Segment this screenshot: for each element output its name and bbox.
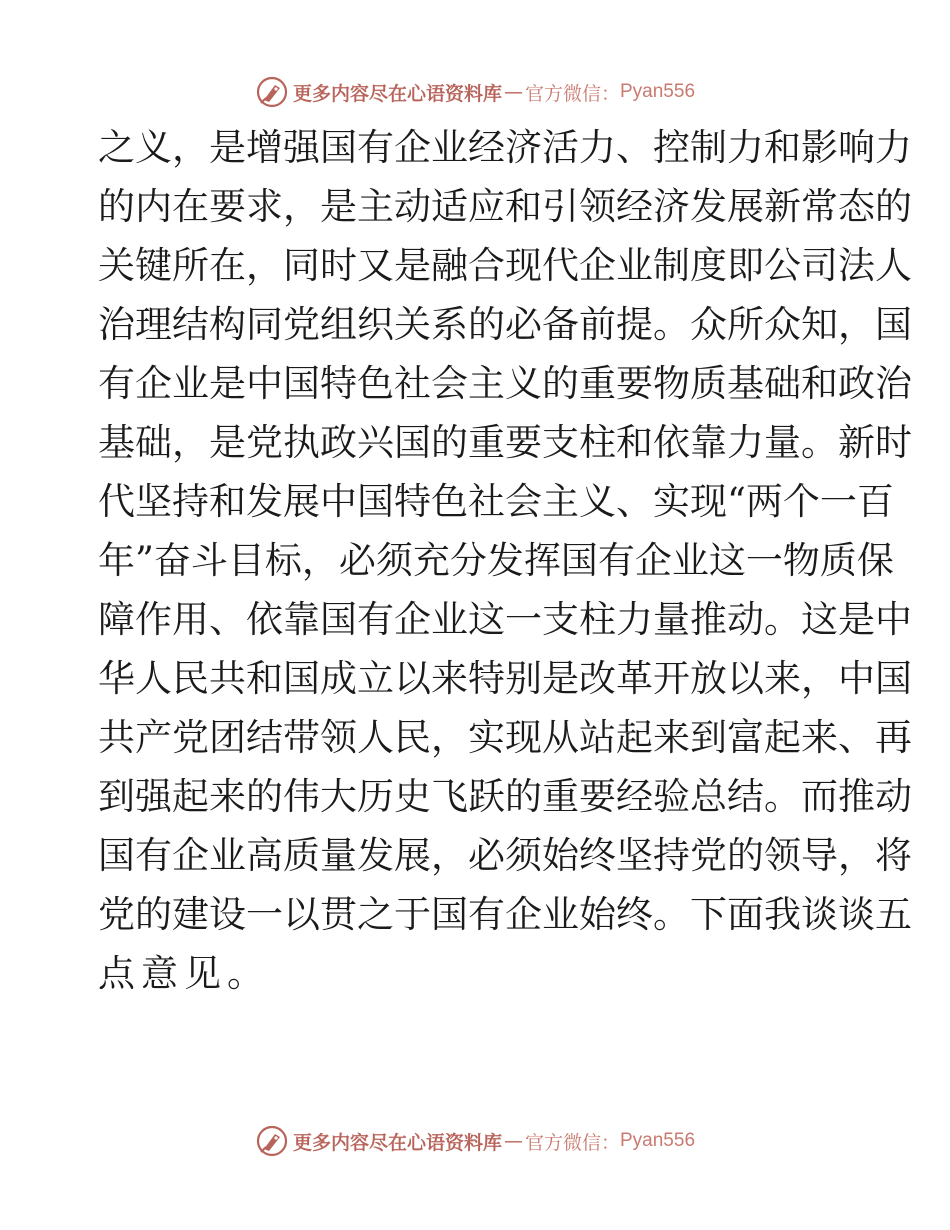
header-watermark-banner xyxy=(0,72,950,112)
body-line-10: 华人民共和国成立以来特别是改革开放以来，中国 xyxy=(98,657,912,700)
body-line-2: 的内在要求，是主动适应和引领经济发展新常态的 xyxy=(98,185,912,228)
banner-wechat-label: 官方微信： xyxy=(524,1131,620,1154)
body-line-1: 之义，是增强国有企业经济活力、控制力和影响力 xyxy=(98,126,912,169)
footer-watermark-banner xyxy=(0,1121,950,1161)
banner-separator: — xyxy=(503,81,523,103)
body-line-11: 共产党团结带领人民，实现从站起来到富起来、再 xyxy=(98,716,912,759)
body-line-14: 党的建设一以贯之于国有企业始终。下面我谈谈五 xyxy=(98,893,912,936)
document-body xyxy=(98,118,912,1003)
banner-wechat-label: 官方微信： xyxy=(524,82,620,105)
body-line-6: 基础，是党执政兴国的重要支柱和依靠力量。新时 xyxy=(98,421,912,464)
body-line-12: 到强起来的伟大历史飞跃的重要经验总结。而推动 xyxy=(98,775,912,818)
body-line-8: 年”奋斗目标，必须充分发挥国有企业这一物质保 xyxy=(98,539,894,582)
body-line-9: 障作用、依靠国有企业这一支柱力量推动。这是中 xyxy=(98,598,912,641)
banner-wechat-id: Pyan556 xyxy=(620,81,696,102)
pen-nib-logo-icon xyxy=(255,75,289,109)
body-line-4: 治理结构同党组织关系的必备前提。众所众知，国 xyxy=(98,303,912,346)
body-line-13: 国有企业高质量发展，必须始终坚持党的领导，将 xyxy=(98,834,912,877)
body-line-5: 有企业是中国特色社会主义的重要物质基础和政治 xyxy=(98,362,912,405)
body-line-7: 代坚持和发展中国特色社会主义、实现“两个一百 xyxy=(98,480,894,523)
body-line-15: 点意见。 xyxy=(98,952,270,995)
banner-wechat-id: Pyan556 xyxy=(620,1130,696,1151)
banner-main-text: 更多内容尽在心语资料库 xyxy=(292,1131,502,1154)
banner-separator: — xyxy=(503,1130,523,1152)
body-line-3: 关键所在，同时又是融合现代企业制度即公司法人 xyxy=(98,244,912,287)
banner-main-text: 更多内容尽在心语资料库 xyxy=(292,82,502,105)
pen-nib-logo-icon xyxy=(255,1124,289,1158)
